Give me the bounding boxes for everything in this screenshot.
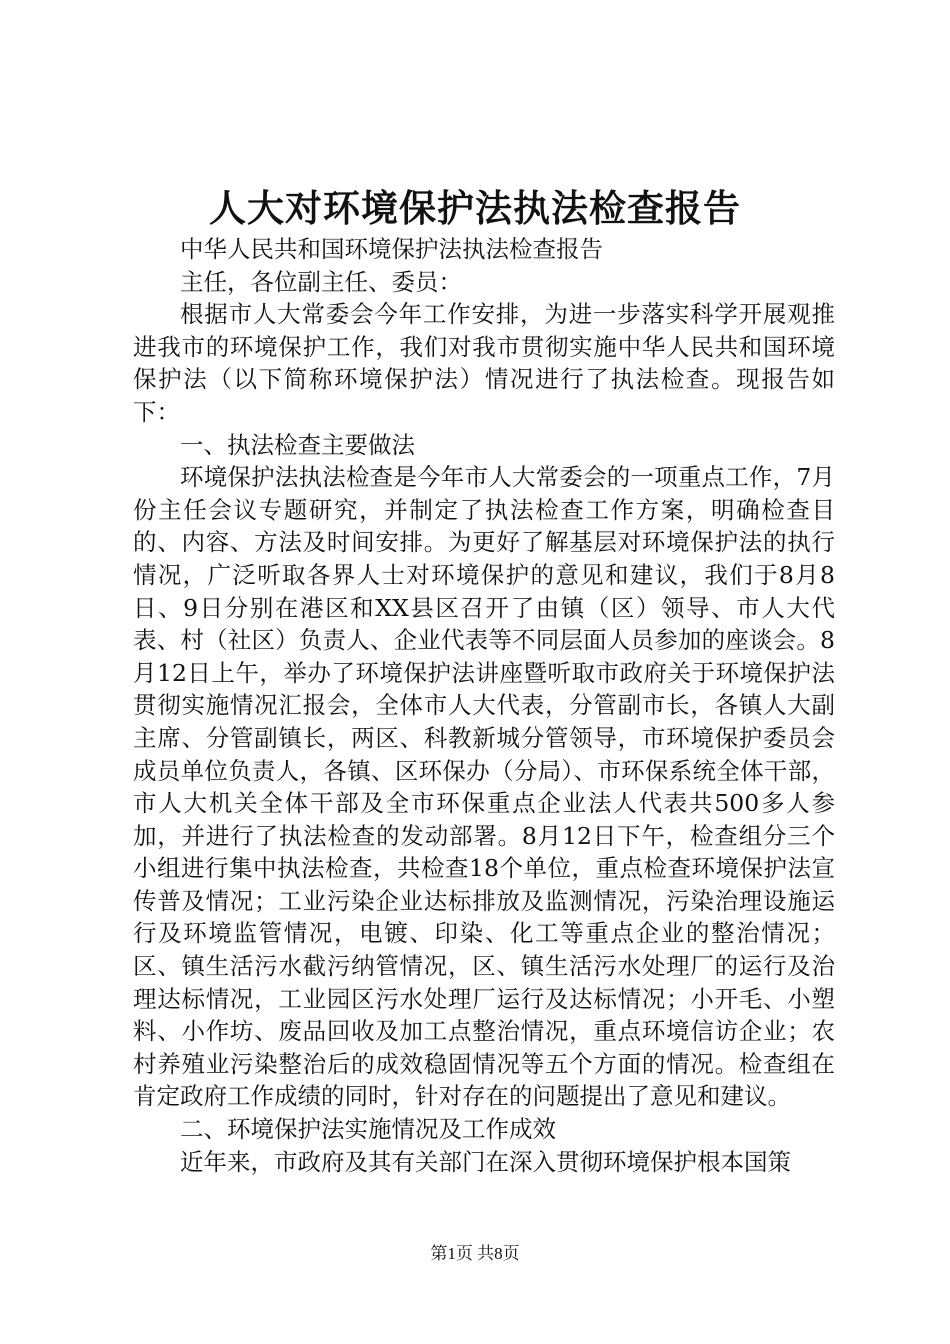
paragraph-salutation: 主任，各位副主任、委员： [180, 267, 462, 296]
paragraph-intro: 根据市人大常委会今年工作安排，为进一步落实科学开展观推进我市的环境保护工作，我们对我市贯彻实施中华人民共和国环境保护法（以下简称环境保护法）情况进行了执法检查。现报告如下： [133, 300, 835, 426]
paragraph-subtitle: 中华人民共和国环境保护法执法检查报告 [180, 235, 603, 263]
paragraph-section-1: 环境保护法执法检查是今年市人大常委会的一项重点工作，7月份主任会议专题研究，并制定了执法检查工作方案，明确检查目的、内容、方法及时间安排。为更好了解基层对环境保护法的执行情况，广泛听取各界人士对环境保护的意见和建议，我们于8月8日、9日分别在港区和XX县区召开了由镇（区）领导、市人大代表、村（社区）负责人、企业代表等不同层面人员参加的座谈会。8月12日上午，举办了环境保护法讲座暨听取市政府关于环境保护法贯彻实施情况汇报会，全体市人大代表，分管副市长，各镇人大副主席、分管副镇长，两区、科教新城分管领导，市环境保护委员会成员单位负责人，各镇、区环保办（分局）、市环保系统全体干部，市人大机关全体干部及全市环保重点企业法人代表共500多人参加，并进行了执法检查的发动部署。8月12日下午，检查组分三个小组进行集中执法检查，共检查18个单位，重点检查环境保护法宣传普及情况；工业污染企业达标排放及监测情况，污染治理设施运行及环境监管情况，电镀、印染、化工等重点企业的整治情况；区、镇生活污水截污纳管情况，区、镇生活污水处理厂的运行及治理达标情况，工业园区污水处理厂运行及达标情况；小开毛、小塑料、小作坊、废品回收及加工点整治情况，重点环境信访企业；农村养殖业污染整治后的成效稳固情况等五个方面的情况。检查组在肯定政府工作成绩的同时，针对存在的问题提出了意见和建议。 [133, 463, 835, 1111]
page-number-footer: 第1页 共8页 [430, 1244, 520, 1263]
document-body [133, 233, 835, 1178]
document-title: 人大对环境保护法执法检查报告 [209, 186, 741, 230]
section-heading-1: 一、执法检查主要做法 [180, 430, 415, 459]
section-heading-2: 二、环境保护法实施情况及工作成效 [180, 1115, 556, 1144]
paragraph-section-2: 近年来，市政府及其有关部门在深入贯彻环境保护根本国策 [180, 1147, 791, 1176]
